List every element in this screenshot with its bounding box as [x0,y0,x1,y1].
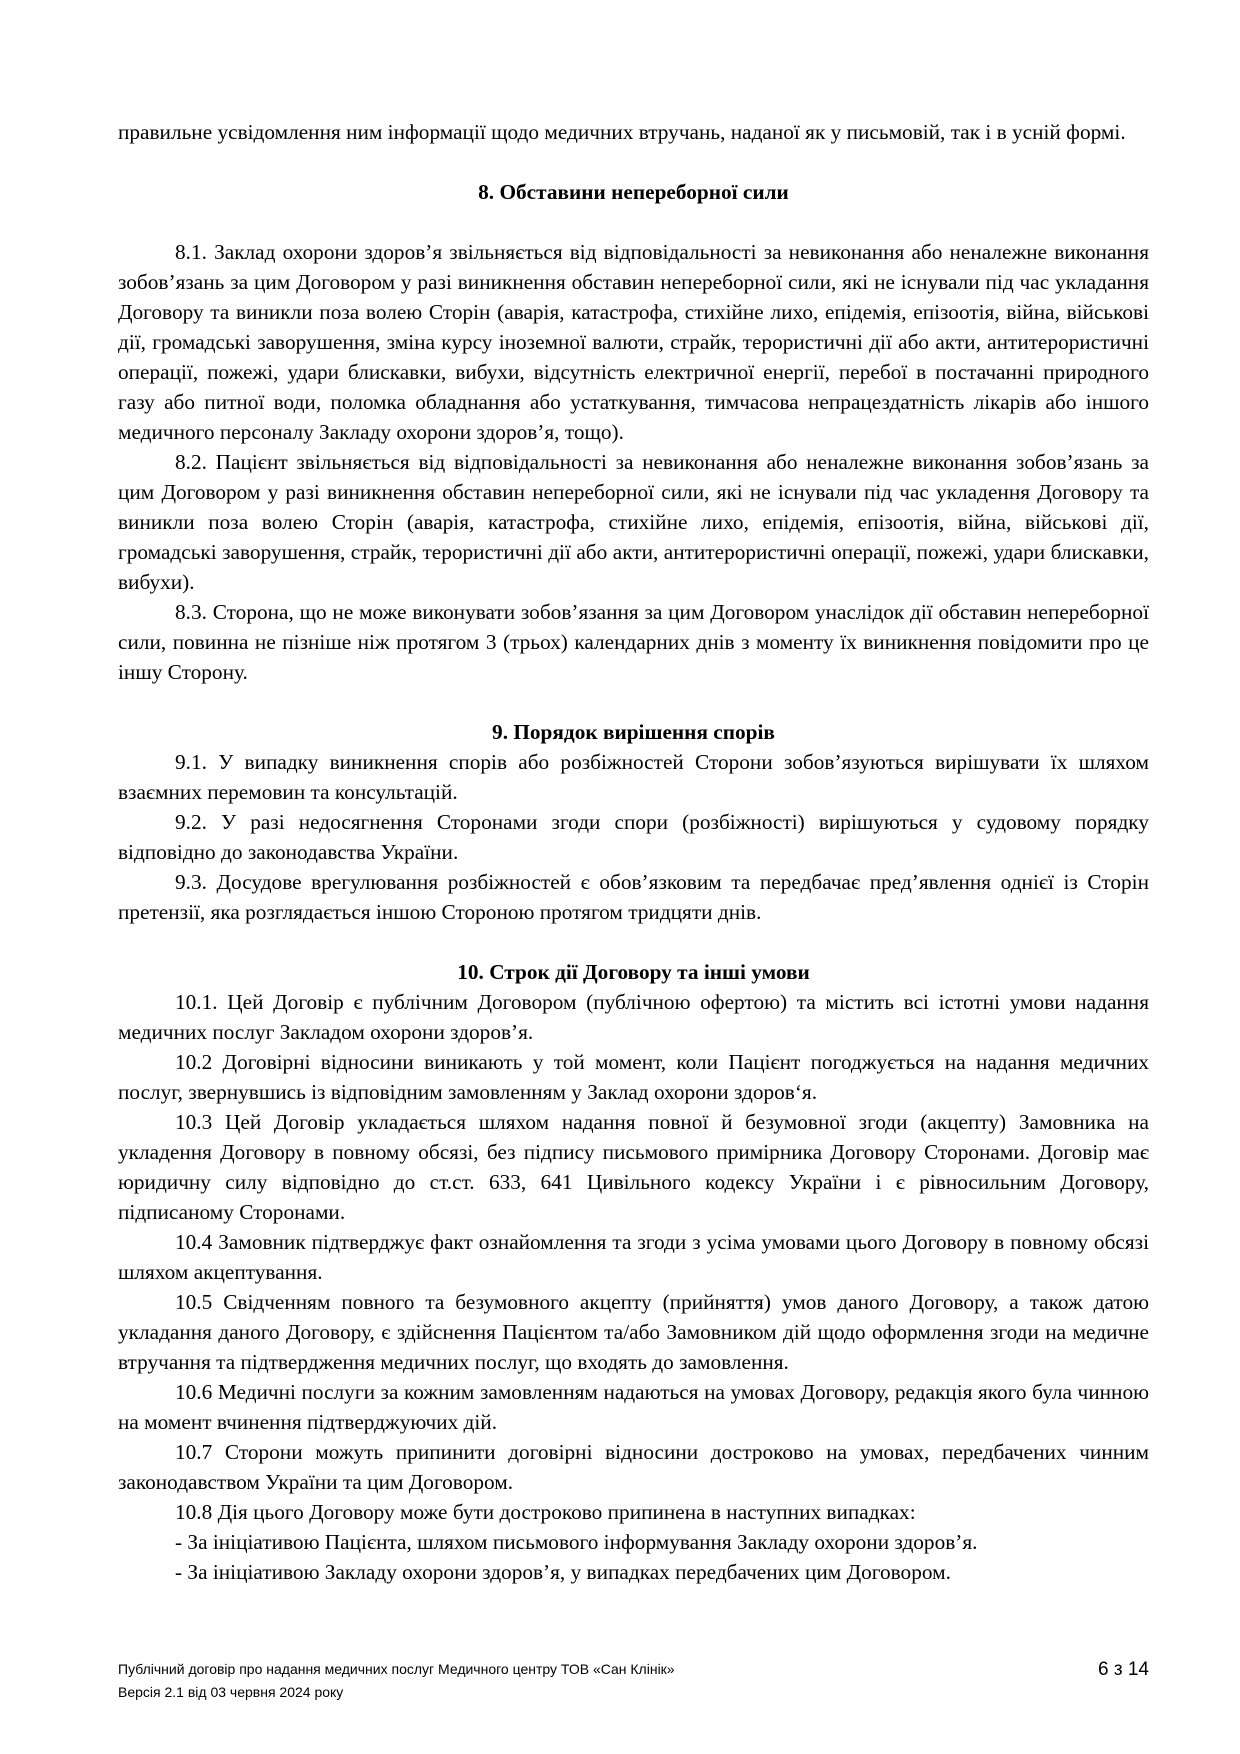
spacer [118,207,1149,237]
spacer [118,927,1149,957]
continued-paragraph: правильне усвідомлення ним інформації щодо медичних втручань, наданої як у письмовій, так і в усній формі. [118,120,1126,144]
section-9-heading: 9. Порядок вирішення спорів [492,720,775,744]
spacer [118,147,1149,177]
clause-8-2: 8.2. Пацієнт звільняється від відповідальності за невиконання або неналежне виконання зобов’язань за цим Договором у разі виникнення обставин непереборної сили, які не існували під час укладення Договору та виникли поза волею Сторін (аварія, катастрофа, стихійне лихо, епідемія, епізоотія, війна, військові дії, громадські заворушення, страйк, терористичні дії або акти, антитерористичні операції, пожежі, удари блискавки, вибухи). [118,450,1149,594]
clause-9-1: 9.1. У випадку виникнення спорів або розбіжностей Сторони зобов’язуються вирішувати їх шляхом взаємних перемовин та консультацій. [118,750,1149,804]
clause-10-6: 10.6 Медичні послуги за кожним замовленням надаються на умовах Договору, редакція якого була чинною на момент вчинення підтверджуючих дій. [118,1380,1149,1434]
spacer [118,687,1149,717]
section-10-heading: 10. Строк дії Договору та інші умови [457,960,810,984]
clause-10-2: 10.2 Договірні відносини виникають у той момент, коли Пацієнт погоджується на надання медичних послуг, звернувшись із відповідним замовленням у Заклад охорони здоров‘я. [118,1050,1149,1104]
clause-9-3: 9.3. Досудове врегулювання розбіжностей є обов’язковим та передбачає пред’явлення однієї із Сторін претензії, яка розглядається іншою Стороною протягом тридцяти днів. [118,870,1149,924]
footer-version: Версія 2.1 від 03 червня 2024 року [118,1684,344,1700]
clause-10-7: 10.7 Сторони можуть припинити договірні відносини достроково на умовах, передбачених чинним законодавством України та цим Договором. [118,1440,1149,1494]
list-item: - За ініціативою Пацієнта, шляхом письмового інформування Закладу охорони здоров’я. [175,1530,978,1554]
page-footer [118,1658,1149,1704]
clause-10-1: 10.1. Цей Договір є публічним Договором (публічною офертою) та містить всі істотні умови надання медичних послуг Закладом охорони здоров’я. [118,990,1149,1044]
list-item: - За ініціативою Закладу охорони здоров’я, у випадках передбачених цим Договором. [175,1560,951,1584]
clause-10-8: 10.8 Дія цього Договору може бути достроково припинена в наступних випадках: [175,1500,916,1524]
clause-10-3: 10.3 Цей Договір укладається шляхом надання повної й безумовної згоди (акцепту) Замовника на укладення Договору в повному обсязі, без підпису письмового примірника Договору Сторонами. Договір має юридичну силу відповідно до ст.ст. 633, 641 Цивільного кодексу України і є рівносильним Договору, підписаному Сторонами. [118,1110,1149,1224]
clause-10-4: 10.4 Замовник підтверджує факт ознайомлення та згоди з усіма умовами цього Договору в повному обсязі шляхом акцептування. [118,1230,1149,1284]
page-number: 6 з 14 [1098,1659,1149,1680]
footer-title: Публічний договір про надання медичних послуг Медичного центру ТОВ «Сан Клінік» [118,1661,675,1677]
clause-10-5: 10.5 Свідченням повного та безумовного акцепту (прийняття) умов даного Договору, а також датою укладання даного Договору, є здійснення Пацієнтом та/або Замовником дій щодо оформлення згоди на медичне втручання та підтвердження медичних послуг, що входять до замовлення. [118,1290,1149,1374]
clause-9-2: 9.2. У разі недосягнення Сторонами згоди спори (розбіжності) вирішуються у судовому порядку відповідно до законодавства України. [118,810,1149,864]
clause-8-1: 8.1. Заклад охорони здоров’я звільняється від відповідальності за невиконання або неналежне виконання зобов’язань за цим Договором у разі виникнення обставин непереборної сили, які не існували під час укладання Договору та виникли поза волею Сторін (аварія, катастрофа, стихійне лихо, епідемія, епізоотія, війна, військові дії, громадські заворушення, зміна курсу іноземної валюти, страйк, терористичні дії або акти, антитерористичні операції, пожежі, удари блискавки, вибухи, відсутність електричної енергії, перебої в постачанні природного газу або питної води, поломка обладнання або устаткування, тимчасова непрацездатність лікарів або іншого медичного персоналу Закладу охорони здоров’я, тощо). [118,240,1149,444]
clause-8-3: 8.3. Сторона, що не може виконувати зобов’язання за цим Договором унаслідок дії обставин непереборної сили, повинна не пізніше ніж протягом 3 (трьох) календарних днів з моменту їх виникнення повідомити про це іншу Сторону. [118,600,1149,684]
page-body [118,117,1149,1587]
section-8-heading: 8. Обставини непереборної сили [478,180,789,204]
